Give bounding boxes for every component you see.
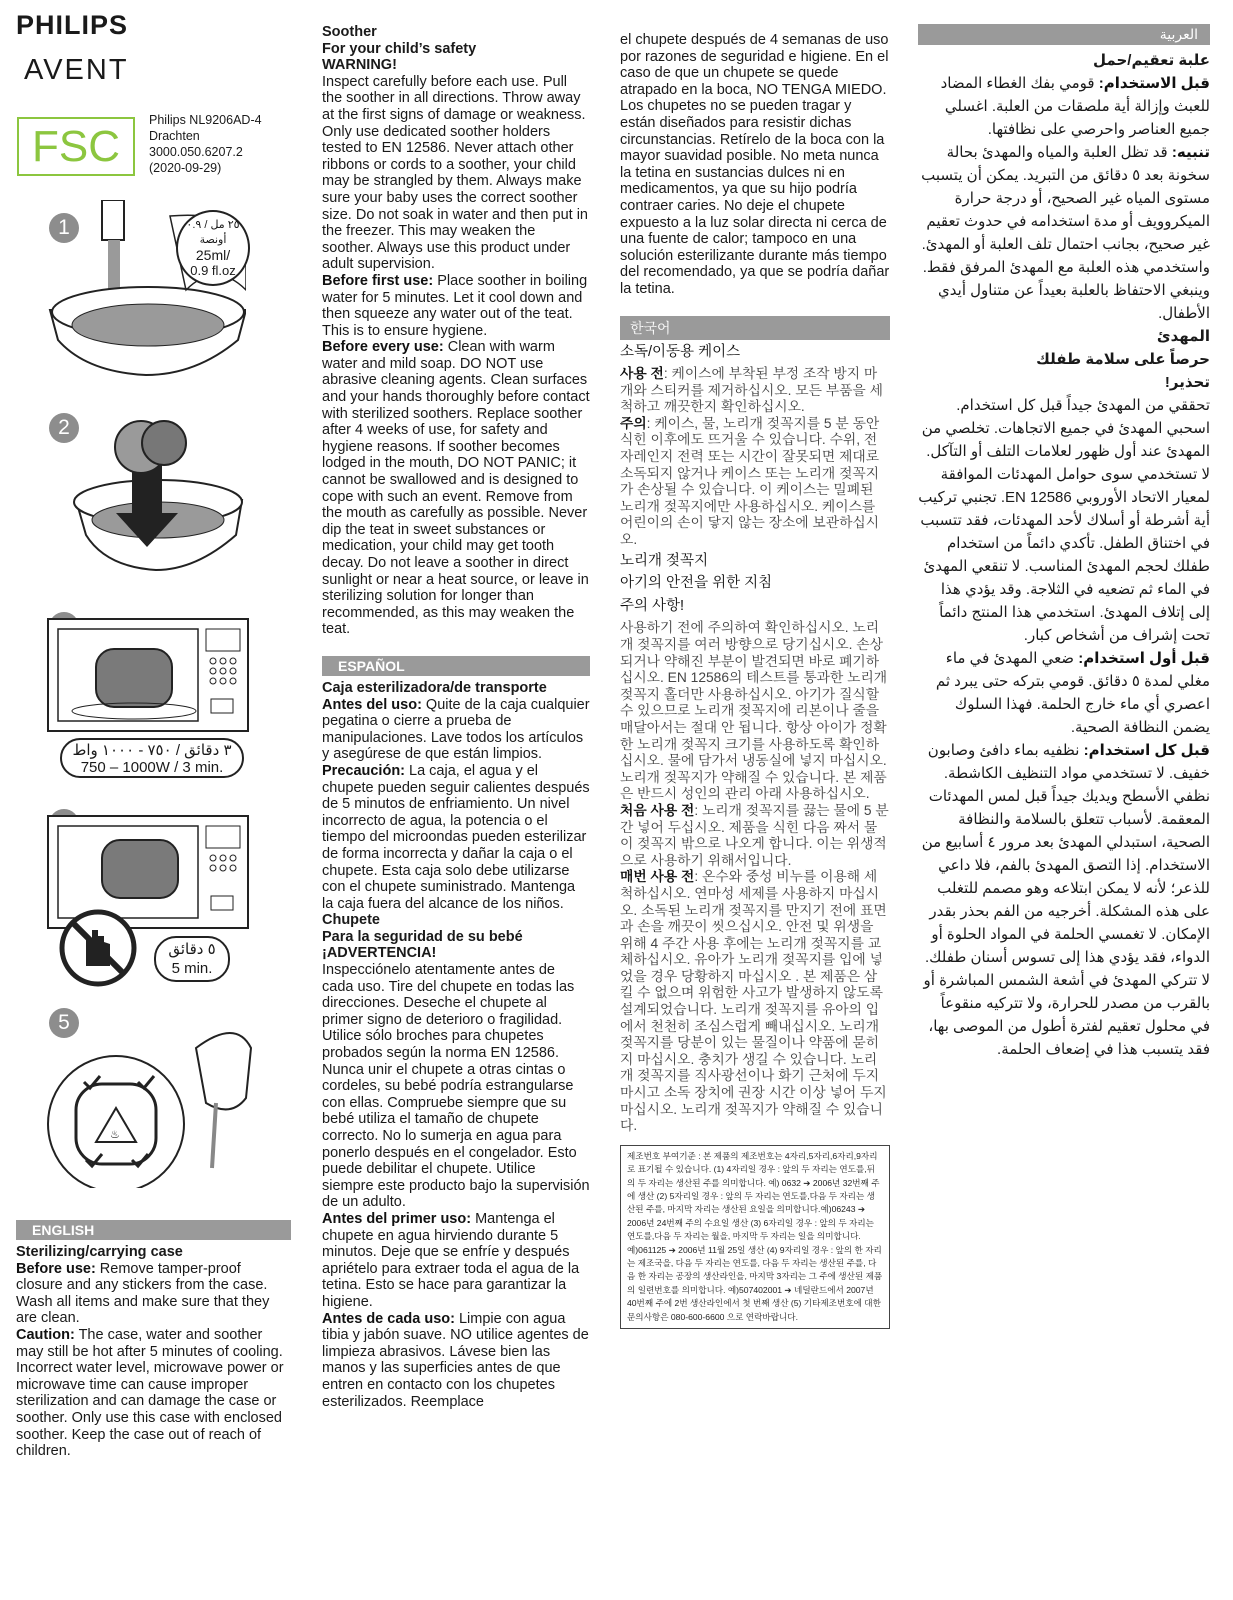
- step-number: 2: [49, 413, 79, 443]
- step-4-callout-en: 5 min.: [171, 960, 213, 977]
- step-2-illustration: [46, 405, 246, 580]
- english-before-use: Before use: Remove tamper-proof closure and any stickers from the case. Wash all items and make sure that they are clean.: [16, 1260, 270, 1327]
- korean-every-use: 매번 사용 전: 온수와 중성 비누를 이용해 세척하십시오. 연마성 세제를 사용하지 마십시오. 소독된 노리개 젖꼭지를 만지기 전에 표면과 손을 깨끗이 씻으십시오. 안전 및 위생을 위해 4 주간 사용 후에는 노리개 젖꼭지를 교체하십시오. 유아가 노리개 젖꼭지를 입에 넣었을 경우 당황하지 마십시오 . 본 제품은 삼킬 수 없으며 위험한 사고가 발생하지 않도록 설계되었습니다. 노리개 젖꼭지를 유아의 입에서 천천히 조심스럽게 빼내십시오. 노리개 젖꼭지를 당분이 있는 물질이나 약품에 묻히지 마십시오. 충치가 생길 수 있습니다. 노리개 젖꼭지를 직사광선이나 화기 근처에 두지 마시고 소독 장치에 권장 시간 이상 넣어 두지 마십시오. 노리개 젖꼭지가 약해질 수 있습니다.: [620, 869, 887, 1134]
- arabic-safety-title: حرصاً على سلامة طفلك: [1036, 351, 1210, 368]
- step-number: 5: [49, 1008, 79, 1038]
- step-1-callout-ml: 25ml/: [195, 247, 231, 263]
- meta-city: Drachten: [149, 129, 200, 143]
- spanish-warning-title: ¡ADVERTENCIA!: [322, 945, 437, 962]
- korean-section: [620, 316, 890, 1330]
- step-number: 1: [49, 213, 79, 243]
- step-4-callout: [154, 936, 230, 982]
- spanish-safety-title: Para la seguridad de su bebé: [322, 928, 523, 945]
- spanish-title: Caja esterilizadora/de transporte: [322, 679, 547, 696]
- korean-soother-title: 노리개 젖꼭지: [620, 552, 709, 569]
- arabic-warning-text: تحققي من المهدئ جيداً قبل كل استخدام. اسحبي المهدئ في جميع الاتجاهات. تخلصي من المهدئ عند أول ظهور لعلامات التلف أو التآكل. لا تستخدمي سوى حوامل المهدئات الموافقة لمعيار الاتحاد الأوروبي EN 12586. تجنبي تركيب أية أشرطة أو أسلاك لأحد المهدئات، فقد تتسبب في اختناق الطفل. تأكدي دائماً من استخدام طفلك لحجم المهدئ المناسب. لا تنقعي المهدئ في الماء ثم تضعيه في الثلاجة. وقد يؤدي هذا إلى إتلاف المهدئ. استخدمي هذا المنتج دائماً تحت إشراف من أشخاص كبار.: [918, 397, 1210, 644]
- spanish-soother-title: Chupete: [322, 912, 380, 929]
- meta-model: Philips NL9206AD-4: [149, 113, 262, 127]
- arabic-before-use: قبل الاستخدام: قومي بفك الغطاء المضاد للعبث وإزالة أية ملصقات من العلبة. اغسلي جميع العناصر واحرصي على نظافتها.: [940, 75, 1210, 138]
- english-safety-title: For your child’s safety: [322, 40, 477, 57]
- meta-date: (2020-09-29): [149, 161, 222, 175]
- spanish-header: ESPAÑOL: [322, 656, 590, 676]
- english-title: Sterilizing/carrying case: [16, 1244, 183, 1260]
- korean-batch-note: 제조번호 부여기준 : 본 제품의 제조번호는 4자리,5자리,6자리,9자리로 표기될 수 있습니다. (1) 4자리일 경우 : 앞의 두 자리는 연도를,뒤의 두 자리는 생산된 주를 의미합니다. 예) 0632 ➔ 2006년 32번째 주에 생산 (2) 5자리일 경우 : 앞의 두 자리는 연도를,다음 두 자리는 생산된 주를, 마지막 자리는 생산된 요일을 의미합니다.예)06243 ➔ 2006년 24번째 주의 수요일 생산 (3) 6자리일 경우 : 앞의 두 자리는 연도를,다음 두 자리는 월을, 마지막 두 자리는 일을 의미합니다. 예)061125 ➔ 2006년 11월 25일 생산 (4) 9자리일 경우 : 앞의 한 자리는 제조국을, 다음 두 자리는 연도를, 다음 두 자리는 생산된 주를, 다음 한 자리는 공장의 생산라인을, 마지막 3자리는 그 주에 생산된 제품의 일련번호를 의미합니다. 예)507402001 ➔ 네덜란드에서 2007년 40번째 주에 2번 생산라인에서 첫 번째 생산 (5) 기타제조번호에 대한 문의사항은 080-600-6600 으로 연락바랍니다.: [620, 1145, 890, 1329]
- step-3-illustration: [46, 615, 251, 785]
- korean-warning-title: 주의 사항!: [620, 597, 685, 614]
- arabic-warning-title: تحذير!: [1164, 374, 1210, 391]
- column-3: [620, 32, 890, 1329]
- step-1-callout-oz: 0.9 fl.oz: [190, 263, 236, 278]
- english-soother-section: [322, 24, 590, 1410]
- english-first-use: Before first use: Place soother in boiling water for 5 minutes. Let it cool down and then squeeze any water out of the teat. This is to ensure hygiene.: [322, 272, 588, 339]
- arabic-title: علبة تعقيم/حمل: [1093, 52, 1210, 69]
- step-3-callout-en: 750 – 1000W / 3 min.: [80, 759, 224, 776]
- english-header: ENGLISH: [16, 1220, 291, 1240]
- arabic-header: العربية: [918, 24, 1210, 45]
- spanish-continued: [620, 32, 890, 298]
- korean-before-use: 사용 전: 케이스에 부착된 부정 조작 방지 마개와 스티커를 제거하십시오. 모든 부품을 세척하고 깨끗한지 확인하십시오.: [620, 366, 883, 415]
- spanish-before-use: Antes del uso: Quite de la caja cualquier pegatina o cierre a prueba de manipulaciones. Lave todos los artículos y asegúrese de que están limpios.: [322, 696, 590, 763]
- english-caution: Caution: The case, water and soother may still be hot after 5 minutes of cooling. Incorrect water level, microwave power or microwave time can cause improper sterilization and can damage the case or soother. Only use this case with enclosed soother. Keep the case out of reach of children.: [16, 1326, 284, 1460]
- korean-warning-text: 사용하기 전에 주의하여 확인하십시오. 노리개 젖꼭지를 여러 방향으로 당기십시오. 손상되거나 약해진 부분이 발견되면 바로 폐기하십시오. EN 12586의 테스트를 통과한 노리개 젖꼭지 홀더만 사용하십시오. 아기가 질식할 수 있으므로 노리개 젖꼭지에 리본이나 줄을 매달아서는 절대 안 됩니다. 항상 아이가 정확한 노리개 젖꼭지 크기를 사용하도록 확인하십시오. 물에 담가서 냉동실에 넣지 마십시오. 노리개 젖꼭지가 약해질 수 있습니다. 본 제품은 반드시 성인의 관리 아래 사용하십시오.: [620, 620, 888, 802]
- korean-header: 한국어: [620, 316, 890, 340]
- step-1-illustration: [46, 200, 246, 380]
- english-every-use: Before every use: Clean with warm water and mild soap. DO NOT use abrasive cleaning agents. Clean surfaces and your hands thoroughly before contact with sterilized soothers. Replace soother after 4 weeks of use, for safety and hygiene reasons. If soother becomes lodged in the mouth, DO NOT PANIC; it cannot be swallowed and is designed to cope with such an event. Remove from the mouth as carefully as possible. Never dip the teat in sweet substances or medication, your child may get tooth decay. Do not leave a soother in direct sunlight or near a heat source, or leave in sterilizing solution for longer than recommended, as this may weaken the teat.: [322, 339, 590, 638]
- arabic-soother-title: المهدئ: [1156, 328, 1210, 345]
- spanish-caution: Precaución: La caja, el agua y el chupete pueden seguir calientes después de 5 minutos de enfriamiento. Un nivel incorrecto de agua, la potencia o el tiempo del microondas pueden esterilizar de forma incorrecta y dañar la caja o el chupete. Esta caja solo debe utilizarse con el chupete suministrado. Mantenga la caja fuera del alcance de los niños.: [322, 762, 590, 912]
- spanish-section: [322, 656, 590, 1410]
- korean-first-use: 처음 사용 전: 노리개 젖꼭지를 끓는 물에 5 분간 넣어 두십시오. 제품을 식힌 다음 짜서 물이 젖꼭지 밖으로 나오게 합니다. 이는 위생적으로 사용하기 위해서입니다.: [620, 802, 889, 868]
- english-warning-text: Inspect carefully before each use. Pull the soother in all directions. Throw away at the first signs of damage or weakness. Only use dedicated soother holders tested to EN 12586. Never attach other ribbons or cords to a soother, your child may be strangled by them. Always make sure your baby uses the correct soother size. Do not soak in water and then put in the freezer. This may weaken the soother. Always use this product under adult supervision.: [322, 73, 588, 273]
- spanish-every-use-cont: el chupete después de 4 semanas de uso por razones de seguridad e higiene. En el caso de que un chupete se quede atrapado en la boca, NO TENGA MIEDO. Los chupetes no se pueden tragar y están diseñados para resistir dichas circunstancias. Retírelo de la boca con la mayor suavidad posible. No meta nunca la tetina en sustancias dulces ni en medicamentos, ya que su hijo podría contraer caries. No deje el chupete expuesto a la luz solar directa ni cerca de una fuente de calor; tampoco en una solución esterilizante durante más tiempo del recomendado, ya que se podría dañar la tetina.: [620, 32, 890, 297]
- english-soother-title: Soother: [322, 24, 377, 40]
- arabic-section: [918, 24, 1210, 1061]
- spanish-warning-text: Inspecciónelo atentamente antes de cada uso. Tire del chupete en todas las direcciones. Deseche el chupete al primer signo de deterioro o fragilidad. Utilice sólo broches para chupetes probados según la norma EN 12586. Nunca unir el chupete a otras cintas o cordeles, su bebé podría estrangularse con ellas. Compruebe siempre que su bebé utiliza el tamaño de chupete correcto. No lo sumerja en agua para ponerlo después en el congelador. Esto puede debilitar el chupete. Utilice siempre este producto bajo la supervisión de un adulto.: [322, 962, 590, 1211]
- korean-caution: 주의: 케이스, 물, 노리개 젖꼭지를 5 분 동안 식힌 이후에도 뜨거울 수 있습니다. 수위, 전자레인지 전력 또는 시간이 잘못되면 제대로 소독되지 않거나 케이스 또는 노리개 젖꼭지가 손상될 수 있습니다. 이 케이스는 밀폐된 노리개 젖꼭지에만 사용하십시오. 케이스를 어린이의 손이 닿지 않는 장소에 보관하십시오.: [620, 415, 880, 548]
- fsc-logo: FSC: [17, 117, 135, 176]
- meta-code: 3000.050.6207.2: [149, 145, 243, 159]
- step-1-callout-ar: ٢٥ مل / ٠.٩ أونصة: [186, 219, 240, 246]
- step-4-callout-ar: ٥ دقائق: [168, 941, 216, 958]
- arabic-first-use: قبل أول استخدام: ضعي المهدئ في ماء مغلي لمدة ٥ دقائق. قومي بتركه حتى يبرد ثم اعصري أي ماء خارج الحلمة. فهذا السلوك يضمن النظافة الصحية.: [935, 650, 1210, 736]
- step-3-callout: [60, 738, 244, 778]
- arabic-every-use: قبل كل استخدام: نظفيه بماء دافئ وصابون خفيف. لا تستخدمي مواد التنظيف الكاشطة. نظفي الأسطح ويديك جيداً قبل لمس المهدئات المعقمة. لأسباب تتعلق بالسلامة والنظافة الصحية، استبدلي المهدئ بعد مرور ٤ أسابيع من الاستخدام. إذا التصق المهدئ بالفم، فلا داعي للذعر؛ لأنه لا يمكن ابتلاعه وهو مصمم للتغلب على هذه المشكلة. أخرجيه من الفم بحذر بقدر الإمكان. لا تغمسي الحلمة في المواد الحلوة أو الدواء، فقد يؤدي هذا إلى تسوس أسنان طفلك. لا تتركي المهدئ في أشعة الشمس المباشرة أو بالقرب من مصدر للحرارة، ولا تتركيه منقوعاً في محلول تعقيم لفترة أطول من الموصى بها، فقد يتسبب هذا في إضعاف الحلمة.: [921, 742, 1210, 1058]
- english-section: [16, 1220, 291, 1460]
- arabic-caution: تنبيه: قد تظل العلبة والمياه والمهدئ بحالة سخونة بعد ٥ دقائق من التبريد. يمكن أن يتسبب مستوى المياه غير الصحيح، أو درجة حرارة الميكروويف أو مدة استخدامه في حدوث تعقيم غير صحيح، بجانب احتمال تلف العلبة أو المهدئ. واستخدمي هذه العلبة مع المهدئ المرفق فقط. وينبغي الاحتفاظ بالعلبة بعيداً عن متناول أيدي الأطفال.: [921, 144, 1210, 322]
- brand-avent-logo: AVENT: [24, 54, 129, 86]
- step-3-callout-ar: ٣ دقائق / ٧٥٠ - ١٠٠٠ واط: [72, 742, 232, 759]
- step-5-illustration: [46, 1008, 261, 1188]
- step-1-callout: [176, 210, 250, 286]
- spanish-every-use: Antes de cada uso: Limpie con agua tibia y jabón suave. NO utilice agentes de limpieza abrasivos. Lávese bien las manos y las superficies antes de que entren en contacto con los chupetes esterilizados. Reemplace: [322, 1310, 589, 1410]
- brand-philips-logo: PHILIPS: [16, 10, 129, 40]
- spanish-first-use: Antes del primer uso: Mantenga el chupete en agua hirviendo durante 5 minutos. Deje que se enfríe y después apriételo para extraer toda el agua de la tetina. Esto se hace para garantizar la higiene.: [322, 1210, 580, 1310]
- no-touch-hand-icon: [58, 908, 138, 988]
- korean-safety-title: 아기의 안전을 위한 지침: [620, 575, 773, 592]
- korean-title: 소독/이동용 케이스: [620, 343, 741, 360]
- english-warning-title: WARNING!: [322, 57, 397, 74]
- svg-text:♨: ♨: [110, 1128, 120, 1141]
- product-meta: [149, 112, 262, 176]
- step-4-illustration: [46, 812, 251, 992]
